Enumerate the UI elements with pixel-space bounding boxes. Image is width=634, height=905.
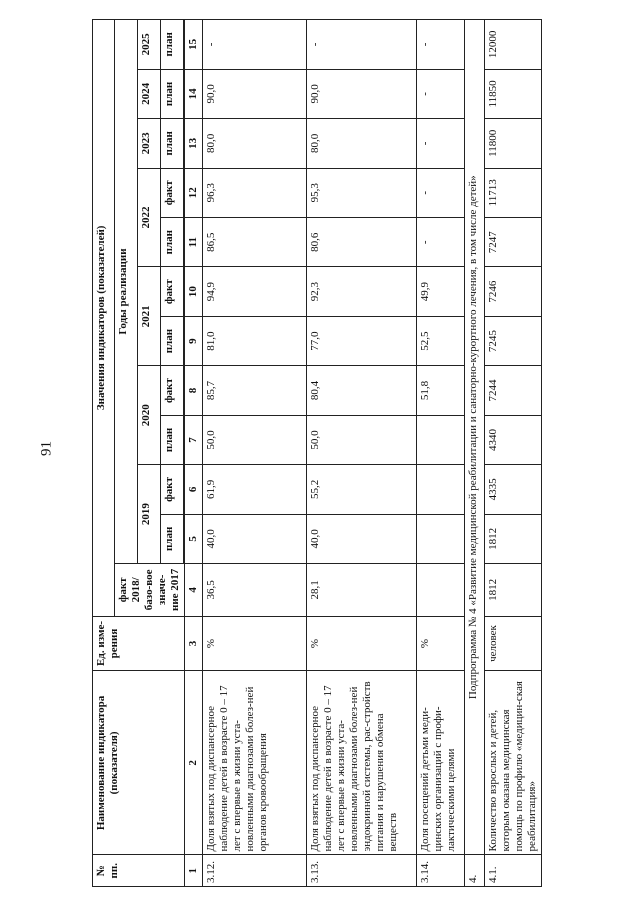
- table-row: [203, 20, 307, 887]
- row-value: 11713: [485, 168, 542, 217]
- header-years-title: Годы реализации: [115, 20, 138, 564]
- row-value: 11800: [485, 119, 542, 168]
- header-plan: план: [160, 20, 183, 70]
- index-cell: 15: [185, 20, 203, 70]
- header-fact: факт: [160, 168, 183, 217]
- index-cell: 10: [185, 267, 203, 316]
- index-cell: 8: [185, 366, 203, 415]
- row-value: 92,3: [307, 267, 417, 316]
- row-no: 3.12.: [203, 855, 307, 887]
- header-fact: факт: [160, 465, 183, 514]
- row-no: 3.14.: [417, 855, 465, 887]
- row-value: 50,0: [307, 415, 417, 464]
- header-plan: план: [160, 415, 183, 464]
- row-value: [417, 465, 465, 514]
- row-value: 94,9: [203, 267, 307, 316]
- row-value: 55,2: [307, 465, 417, 514]
- row-value: 96,3: [203, 168, 307, 217]
- row-value: 4335: [485, 465, 542, 514]
- row-value: 11850: [485, 69, 542, 118]
- header-row-1: [93, 20, 115, 887]
- index-cell: 1: [185, 855, 203, 887]
- index-cell: 12: [185, 168, 203, 217]
- subprogram-no: 4.: [465, 855, 485, 887]
- row-value: -: [307, 20, 417, 70]
- index-cell: 7: [185, 415, 203, 464]
- row-name: Количество взрослых и детей, которым оказана медицинская помощь по профилю «медицин-ская реабилитация»: [485, 671, 542, 855]
- row-no: 4.1.: [485, 855, 542, 887]
- row-value: 95,3: [307, 168, 417, 217]
- table-row: [307, 20, 417, 887]
- index-cell: 2: [185, 671, 203, 855]
- row-value: 49,9: [417, 267, 465, 316]
- index-cell: 5: [185, 514, 203, 563]
- row-base: [417, 564, 465, 617]
- index-cell: 4: [185, 564, 203, 617]
- header-year-2024: 2024: [137, 69, 160, 118]
- header-year-2021: 2021: [137, 267, 160, 366]
- header-year-2025: 2025: [137, 20, 160, 70]
- header-plan: план: [160, 514, 183, 563]
- row-value: -: [417, 168, 465, 217]
- row-value: 40,0: [307, 514, 417, 563]
- row-no: 3.13.: [307, 855, 417, 887]
- row-value: [417, 415, 465, 464]
- row-value: 1812: [485, 514, 542, 563]
- row-base: 28,1: [307, 564, 417, 617]
- header-year-2019: 2019: [137, 465, 160, 564]
- row-value: -: [417, 20, 465, 70]
- header-name: Наименование индикатора (показателя): [93, 671, 185, 855]
- index-cell: 9: [185, 316, 203, 365]
- row-name: Доля посещений детьми меди-цинских организаций с профи-лактическими целями: [417, 671, 465, 855]
- row-value: 80,0: [307, 119, 417, 168]
- row-value: [417, 514, 465, 563]
- index-row: [185, 20, 203, 887]
- row-value: 86,5: [203, 218, 307, 267]
- index-cell: 3: [185, 616, 203, 671]
- table-row: [417, 20, 465, 887]
- row-value: 80,0: [203, 119, 307, 168]
- row-name: Доля взятых под диспансерное наблюдение детей в возрасте 0 – 17 лет с впервые в жизни уста-новленными диагнозами болез-ней органов кровообращения: [203, 671, 307, 855]
- row-value: 52,5: [417, 316, 465, 365]
- row-value: 7245: [485, 316, 542, 365]
- header-year-2022: 2022: [137, 168, 160, 267]
- header-values-title: Значения индикаторов (показателей): [93, 20, 115, 617]
- row-base: 1812: [485, 564, 542, 617]
- row-value: 81,0: [203, 316, 307, 365]
- page-number: 91: [38, 441, 55, 456]
- index-cell: 6: [185, 465, 203, 514]
- row-value: 7244: [485, 366, 542, 415]
- table-row: [485, 20, 542, 887]
- indicators-table: [92, 19, 542, 887]
- row-value: 90,0: [203, 69, 307, 118]
- row-value: 7247: [485, 218, 542, 267]
- header-year-2023: 2023: [137, 119, 160, 168]
- row-value: 80,6: [307, 218, 417, 267]
- row-value: 50,0: [203, 415, 307, 464]
- header-plan: план: [160, 69, 183, 118]
- row-value: 7246: [485, 267, 542, 316]
- header-plan: план: [160, 218, 183, 267]
- row-value: 90,0: [307, 69, 417, 118]
- row-value: -: [203, 20, 307, 70]
- header-unit: Ед. изме-рения: [93, 616, 185, 671]
- row-value: -: [417, 218, 465, 267]
- row-base: 36,5: [203, 564, 307, 617]
- row-unit: человек: [485, 616, 542, 671]
- header-fact: факт: [160, 267, 183, 316]
- row-value: 61,9: [203, 465, 307, 514]
- header-plan: план: [160, 119, 183, 168]
- index-cell: 14: [185, 69, 203, 118]
- index-cell: 13: [185, 119, 203, 168]
- index-cell: 11: [185, 218, 203, 267]
- row-value: 4340: [485, 415, 542, 464]
- row-name: Доля взятых под диспансерное наблюдение детей в возрасте 0 – 17 лет с впервые в жизни уста-новленными диагнозами болез-ней эндокринной системы, рас-стройств питания и нарушения обмена веществ: [307, 671, 417, 855]
- header-year-2020: 2020: [137, 366, 160, 465]
- row-value: -: [417, 119, 465, 168]
- header-fact2018: факт 2018/базо-вое значе-ние 2017: [115, 564, 185, 617]
- header-no: № пп.: [93, 855, 185, 887]
- row-unit: %: [417, 616, 465, 671]
- row-unit: %: [203, 616, 307, 671]
- header-fact: факт: [160, 366, 183, 415]
- row-value: 51,8: [417, 366, 465, 415]
- row-value: 80,4: [307, 366, 417, 415]
- row-unit: %: [307, 616, 417, 671]
- row-value: -: [417, 69, 465, 118]
- row-value: 40,0: [203, 514, 307, 563]
- row-value: 77,0: [307, 316, 417, 365]
- subprogram-row: [465, 20, 485, 887]
- row-value: 12000: [485, 20, 542, 70]
- header-plan: план: [160, 316, 183, 365]
- subprogram-title: Подпрограмма № 4 «Развитие медицинской реабилитации и санаторно-курортного лечения, в том числе детей»: [465, 20, 485, 855]
- rotated-table-wrapper: [92, 19, 550, 887]
- row-value: 85,7: [203, 366, 307, 415]
